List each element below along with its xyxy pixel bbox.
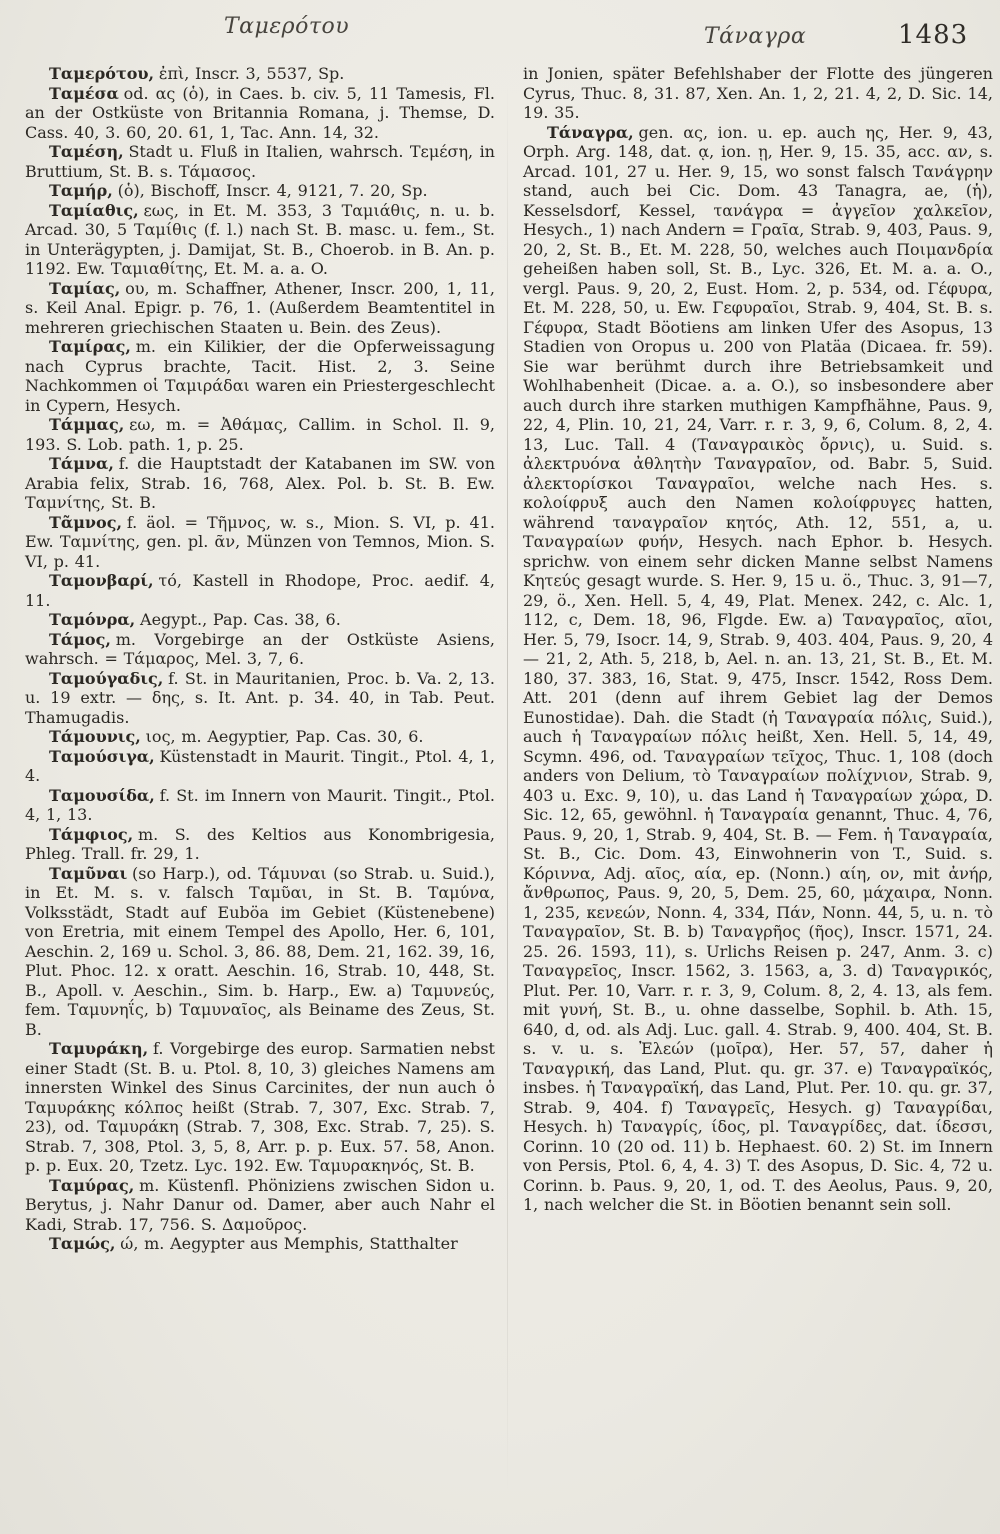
entry-body: τό, Kastell in Rhodope, Proc. aedif. 4, 11. [25,571,495,610]
dictionary-entry [25,454,495,513]
entry-headword: Ταμήρ, [49,181,113,200]
entry-headword: Ταμουσίδα, [49,785,155,805]
dictionary-entry [25,669,495,728]
entry-headword: Ταμόνρα, [49,610,136,629]
entry-headword: Ταμονβαρί, [49,571,154,590]
entry-body: εως, in Et. M. 353, 3 Ταμιάθις, n. u. b. Arcad. 30, 5 Ταμίθις (f. l.) nach St. B. masc. u. fem., St. in Unterägypten, j. Damijat, St. B., Choerob. in B. An. p. 1192. Ew. Ταμιαθίτης, Et. M. a. a. O. [25,200,495,278]
dictionary-entry [25,727,495,747]
right-column [523,64,993,1254]
entry-body: m. Vorgebirge an der Ostküste Asiens, wahrsch. = Τάμαρος, Mel. 3, 7, 6. [25,629,495,668]
entry-body: (so Harp.), od. Τάμυναι (so Strab. u. Suid.), in Et. M. s. v. falsch Ταμῦαι, in St. B. Ταμύνα, Volksstädt, Stadt auf Euböa im Gebiet (Küstenebene) von Eretria, mit einem Tempel des Apollo, Her. 6, 101, Aeschin. 2, 169 u. Schol. 3, 86. 88, Dem. 21, 162. 39, 16, Plut. Phoc. 12. x oratt. Aeschin. 16, Strab. 10, 448, St. B., Apoll. v. Aeschin., Sim. b. Harp., Ew. a) Ταμυνεύς, fem. Ταμυνηΐς, b) Ταμυναῖος, als Beiname des Zeus, St. B. [25,863,495,1039]
dictionary-entry [25,1039,495,1176]
entry-headword: Ταμίας, [49,278,121,298]
entry-headword: Τάμος, [49,629,111,649]
entry-body: Küstenstadt in Maurit. Tingit., Ptol. 4, 1, 4. [25,746,495,785]
dictionary-entry [25,201,495,279]
entry-body: ἐπὶ, Inscr. 3, 5537, Sp. [158,64,345,83]
entry-headword: Τάμουνις, [49,727,141,746]
left-column [25,64,495,1254]
dictionary-entry [25,337,495,415]
entry-body: Stadt u. Fluß in Italien, wahrsch. Τεμέση, in Bruttium, St. B. s. Τάμασος. [25,142,495,181]
entry-headword: Ταμῦναι [49,863,128,883]
entry-headword: Ταμούσιγα, [49,746,155,766]
entry-headword: Ταμέση, [49,142,124,161]
entry-body: f. St. im Innern von Maurit. Tingit., Ptol. 4, 1, 13. [25,785,495,824]
running-head-left: Ταμερότου [224,14,350,39]
dictionary-entry [25,415,495,454]
running-head-right: Τάναγρα [704,24,807,49]
entry-headword: Ταμερότου, [49,64,155,83]
entry-headword: Τάμμας, [49,415,125,434]
entry-headword: Ταμίαθις, [49,200,139,220]
dictionary-entry [25,571,495,610]
dictionary-entry [25,864,495,1040]
dictionary-entry [25,1234,495,1254]
entry-continuation: in Jonien, später Befehlshaber der Flotte des jüngeren Cyrus, Thuc. 8, 31. 87, Xen. An. 1, 2, 21. 4, 2, D. Sic. 14, 19. 35. [523,64,993,122]
entry-body: f. die Hauptstadt der Katabanen im SW. von Arabia felix, Strab. 16, 768, Alex. Pol. b. St. B. Ew. Ταμνίτης, St. B. [25,454,495,512]
entry-body: gen. ας, ion. u. ep. auch ης, Her. 9, 43, Orph. Arg. 148, dat. ᾳ, ion. ῃ, Her. 9, 15. 35, acc. αν, s. Arcad. 101, 27 u. Her. 9, 15, wo sonst falsch Τανάγρην stand, auch bei Cic. Dom. 43 Tanagra, ae, (ἡ), Kesselsdorf, Kessel, τανάγρα = ἀγγεῖον χαλκεῖον, Hesych., 1) nach Andern = Γραῖα, Strab. 9, 403, Paus. 9, 20, 2, St. B., Et. M. 228, 50, welches auch Ποιμανδρία geheißen haben soll, St. B., Lyc. 326, Et. M. a. a. O., vergl. Paus. 9, 20, 2, Eust. Hom. 2, p. 534, od. Γέφυρα, Et. M. 228, 50, u. Ew. Γεφυραῖοι, Strab. 9, 404, St. B. s. Γέφυρα, Stadt Böotiens am linken Ufer des Asopus, 13 Stadien von Oropus u. 200 von Platäa (Dicaea. fr. 59). Sie war berühmt durch ihre Betriebsamkeit und Wohlhabenheit (Dicae. a. a. O.), so insbesondere aber auch durch ihre starken muthigen Kampfhähne, Paus. 9, 22, 4, Plin. 10, 21, 24, Varr. r. r. 3, 9, 6, Colum. 8, 2, 4. 13, Luc. Tall. 4 (Ταναγραικὸς ὄρνις), u. Suid. s. ἀλεκτρυόνα ἀθλητὴν Ταναγραῖον, od. Babr. 5, Suid. ἀλεκτορίσκοι Ταναγραῖοι, welche nach Hes. s. κολοίφρυξ auch den Namen κολοίφρυγες hatten, während ταναγραῖον κητός, Ath. 12, 551, a, u. Ταναγραίων φυήν, Hesych. nach Ephor. b. Hesych. sprichw. von einem sehr dicken Manne selbst Namens Κητεύς gesagt wurde. S. Her. 9, 15 u. ö., Thuc. 3, 91—7, 29, ö., Xen. Hell. 5, 4, 49, Plat. Menex. 242, c. Alc. 1, 112, c, Dem. 18, 96, Flgde. Ew. a) Ταναγραῖος, αῖοι, Her. 5, 79, Isocr. 14, 9, Strab. 9, 403. 404, Paus. 9, 20, 4 — 21, 2, Ath. 5, 218, b, Ael. n. an. 13, 21, St. B., Et. M. 180, 37. 383, 16, Stat. 9, 475, Inscr. 1542, Ross Dem. Att. 201 (denn auf ihrem Gebiet lag der Demos Eunostidae). Dah. die Stadt (ἡ Ταναγραία πόλις, Suid.), auch ἡ Ταναγραίων πόλις heißt, Xen. Hell. 5, 14, 49, Scymn. 496, od. Ταναγραίων τεῖχος, Thuc. 1, 108 (doch anders von Delium, τὸ Ταναγραίων πολίχνιον, Strab. 9, 403 u. Exc. 9, 10), u. das Land ἡ Ταναγραίων χώρα, D. Sic. 12, 65, gewöhnl. ἡ Ταναγραία genannt, Thuc. 4, 76, Paus. 9, 20, 1, Strab. 9, 404, St. B. — Fem. ἡ Ταναγραία, St. B., Cic. Dom. 43, Einwohnerin von T., Suid. s. Κόριννα, Adj. αῖος, αία, ep. (Nonn.) αίη, ον, mit ἀνήρ, ἄνθρωπος, Paus. 9, 20, 5, Dem. 25, 60, μάχαιρα, Nonn. 1, 235, κενεών, Nonn. 4, 334, Πάν, Nonn. 44, 5, u. n. τὸ Ταναγραῖον, St. B. b) Ταναγρῆος (ῆος), Inscr. 1571, 24. 25. 26. 1593, 11), s. Urlichs Reisen p. 247, Anm. 3. c) Ταναγρεῖος, Inscr. 1562, 3. 1563, a, 3. d) Ταναγρικός, Plut. Per. 10, Varr. r. r. 3, 9, Colum. 8, 2, 4. 13, als fem. mit γυνή, St. B., u. ohne dasselbe, Sophil. b. Ath. 15, 640, d, od. als Adj. Luc. gall. 4. Strab. 9, 400. 404, St. B. s. v. u. s. Ἐλεών (μοῖρα), Her. 57, 57, daher ἡ Ταναγρική, das Land, Plut. qu. gr. 37. e) Ταναγραϊκός, insbes. ἡ Ταναγραϊκή, das Land, Plut. Per. 10. qu. gr. 37, Strab. 9, 404. f) Ταναγρεῖς, Hesych. g) Ταναγρίδαι, Hesych. h) Ταναγρίς, ίδος, pl. Ταναγρίδες, dat. ίδεσσι, Corinn. 10 (20 od. 11) b. Hephaest. 60. 2) St. im Innern von Persis, Ptol. 6, 4, 4. 3) T. des Asopus, D. Sic. 4, 72 u. Corinn. b. Paus. 9, 20, 1, od. T. des Aeolus, Paus. 9, 20, 1, nach welcher die St. in Böotien benannt sein soll. [523,122,993,1214]
entry-body: f. äol. = Τῆμνος, w. s., Mion. S. VI, p. 41. Ew. Ταμνίτης, gen. pl. ᾶν, Münzen von Temnos, Mion. S. VI, p. 41. [25,512,495,571]
dictionary-entry [25,181,495,201]
entry-body: ώ, m. Aegypter aus Memphis, Statthalter [120,1234,458,1253]
entry-body: f. Vorgebirge des europ. Sarmatien nebst einer Stadt (St. B. u. Ptol. 8, 10, 3) gleiches Namens am innersten Winkel des Sinus Carcinites, der nun auch ὁ Ταμυράκης κόλπος heißt (Strab. 7, 307, Exc. Strab. 7, 23), od. Ταμυράκη (Strab. 7, 308, Exc. Strab. 7, 25). S. Strab. 7, 308, Ptol. 3, 5, 8, Arr. p. p. Eux. 57. 58, Anon. p. p. Eux. 20, Tzetz. Lyc. 192. Ew. Ταμυρακηνός, St. B. [25,1039,495,1175]
entry-headword: Τᾶμνος, [49,512,123,532]
page-number: 1483 [898,20,969,50]
dictionary-entry [25,84,495,143]
entry-body: Aegypt., Pap. Cas. 38, 6. [140,610,341,629]
entry-body: ου, m. Schaffner, Athener, Inscr. 200, 1, 11, s. Keil Anal. Epigr. p. 76, 1. (Außerdem Beamtentitel in mehreren griechischen Staaten u. Bein. des Zeus). [25,278,495,337]
entry-headword: Τάμνα, [49,454,114,473]
entry-headword: Ταμίρας, [49,337,131,356]
dictionary-entry [25,142,495,181]
dictionary-entry [25,64,495,84]
dictionary-entry [25,747,495,786]
entry-body: m. Küstenfl. Phöniziens zwischen Sidon u. Berytus, j. Nahr Danur od. Damer, aber auch Nahr el Kadi, Strab. 17, 756. S. Δαμοῦρος. [25,1175,495,1234]
dictionary-entry [523,123,993,1215]
text-columns [25,64,993,1254]
dictionary-entry [25,630,495,669]
entry-body: f. St. in Mauritanien, Proc. b. Va. 2, 13. u. 19 extr. — δης, s. It. Ant. p. 34. 40, in Tab. Peut. Thamugadis. [25,668,495,727]
entry-headword: Τάμφιος, [49,824,134,844]
entry-headword: Τάναγρα, [547,122,634,142]
entry-headword: Ταμώς, [49,1234,116,1253]
entry-headword: Ταμυράκη, [49,1039,149,1058]
dictionary-entry [25,1176,495,1235]
entry-body: ιος, m. Aegyptier, Pap. Cas. 30, 6. [145,727,424,746]
entry-headword: Ταμούγαδις, [49,668,164,688]
dictionary-entry [25,825,495,864]
dictionary-entry [25,610,495,630]
entry-body: m. ein Kilikier, der die Opferweissagung nach Cyprus brachte, Tacit. Hist. 2, 3. Seine Nachkommen οἱ Ταμιράδαι waren ein Priestergeschlecht in Cypern, Hesych. [25,337,495,415]
entry-body: εω, m. = Ἀθάμας, Callim. in Schol. Il. 9, 193. S. Lob. path. 1, p. 25. [25,415,495,454]
entry-body: od. ας (ὁ), in Caes. b. civ. 5, 11 Tamesis, Fl. an der Ostküste von Britannia Romana, j. Themse, D. Cass. 40, 3. 60, 20. 61, 1, Tac. Ann. 14, 32. [25,83,495,142]
entry-headword: Ταμέσα [49,83,119,103]
dictionary-entry [25,279,495,338]
entry-body: (ὁ), Bischoff, Inscr. 4, 9121, 7. 20, Sp. [117,181,428,200]
entry-headword: Ταμύρας, [49,1175,135,1195]
entry-body: m. S. des Keltios aus Konombrigesia, Phleg. Trall. fr. 29, 1. [25,824,495,863]
dictionary-entry [25,513,495,572]
dictionary-entry [25,786,495,825]
